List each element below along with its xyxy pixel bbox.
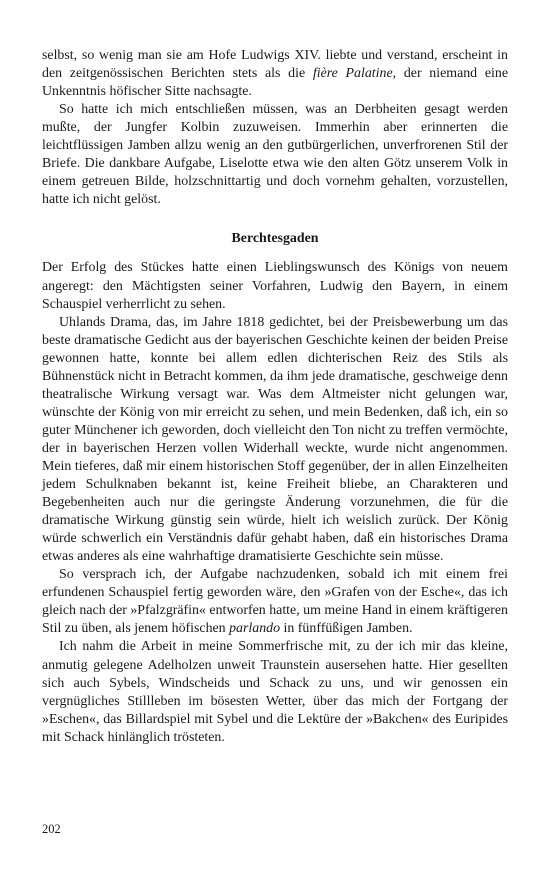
section-heading: Berchtesgaden bbox=[231, 231, 319, 247]
text-run: selbst, so wenig man sie am Hofe Ludwigs XIV. liebte und verstand, erscheint in den zeitgenössischen Berichten stets als die bbox=[42, 48, 508, 82]
text-run: Der Erfolg des Stückes hatte einen Lieblingswunsch des Königs von neuem angeregt: den Mächtigsten seiner Vorfahren, Ludwig den Bayern, in einem Schauspiel verherrlicht zu sehen. bbox=[42, 260, 508, 312]
paragraph bbox=[42, 47, 508, 101]
section-text-block bbox=[42, 259, 508, 746]
paragraph bbox=[42, 101, 508, 209]
paragraph bbox=[42, 314, 508, 567]
text-run: Ich nahm die Arbeit in meine Sommerfrische mit, zu der ich mir das kleine, anmutig gelegene Adelholzen unweit Traunstein ausersehen hatte. Hier gesellten sich auch Sybels, Windscheids und Schack zu uns, und wir genossen ein vergnügliches Stillleben im bösesten Wetter, über das mich der Fortgang der »Eschen«, das Billardspiel mit Sybel und die Lektüre der »Bakchen« des Euripides mit Schack hinlänglich trösteten. bbox=[42, 639, 508, 745]
text-run: So hatte ich mich entschließen müssen, was an Derbheiten gesagt werden mußte, der Jungfer Kolbin zuzuweisen. Immerhin aber erinnerten die leichtflüssigen Jamben allzu wenig an den gutbürgerlichen, unverfrorenen Stil der Briefe. Die dankbare Aufgabe, Liselotte etwa wie den alten Götz unserem Volk in einem getreuen Bilde, holzschnittartig und doch vornehm gehalten, vorzustellen, hatte ich nicht gelöst. bbox=[42, 102, 508, 208]
text-run: So versprach ich, der Aufgabe nachzudenken, sobald ich mit einem frei erfundenen Schauspiel fertig geworden wäre, den »Grafen von der Esche«, das ich gleich nach der »Pfalzgräfin« entworfen hatte, um meine Hand in einem kräftigeren Stil zu üben, als jenem höfischen bbox=[42, 567, 508, 637]
paragraph bbox=[42, 259, 508, 313]
italic-run: parlando bbox=[229, 621, 281, 637]
text-run: Uhlands Drama, das, im Jahre 1818 gedichtet, bei der Preisbewerbung um das beste dramatische Gedicht aus der bayerischen Geschichte keinen der beiden Preise gewonnen hatte, konnte bei allem edlen dichterischen Reiz des Stils als Bühnenstück nicht in Betracht kommen, da ihm jede dramatische, geschweige denn theatralische Wirkung versagt war. Was dem Altmeister nicht gelungen war, wünschte der König von mir erreicht zu sehen, und mein Bedenken, daß ich, ein so guter Münchener ich geworden, doch vielleicht den Ton nicht zu treffen vermöchte, der in bayerischen Herzen vollen Widerhall weckte, wurde nicht angenommen. Mein tieferes, daß mir einem historischen Stoff gegenüber, der in allen Einzelheiten jedem Schulknaben bekannt ist, keine Freiheit bliebe, an Charakteren und Begebenheiten auch nur die geringste Änderung vorzunehmen, die für die dramatische Wirkung günstig sein würde, hielt ich weislich zurück. Der König würde schwerlich ein Verständnis dafür gehabt haben, daß ein historisches Drama etwas anderes als eine wahrhaftige dramatisierte Geschichte sein müsse. bbox=[42, 314, 508, 565]
top-text-block bbox=[42, 47, 508, 209]
italic-run: fière Palatine bbox=[312, 66, 393, 82]
book-page bbox=[42, 47, 508, 747]
paragraph bbox=[42, 638, 508, 746]
paragraph bbox=[42, 566, 508, 638]
text-run: in fünffüßigen Jamben. bbox=[280, 621, 413, 637]
text-run: , der niemand eine Unkenntnis höfischer Sitte nachsagte. bbox=[42, 66, 508, 100]
page-number: 202 bbox=[42, 822, 61, 836]
